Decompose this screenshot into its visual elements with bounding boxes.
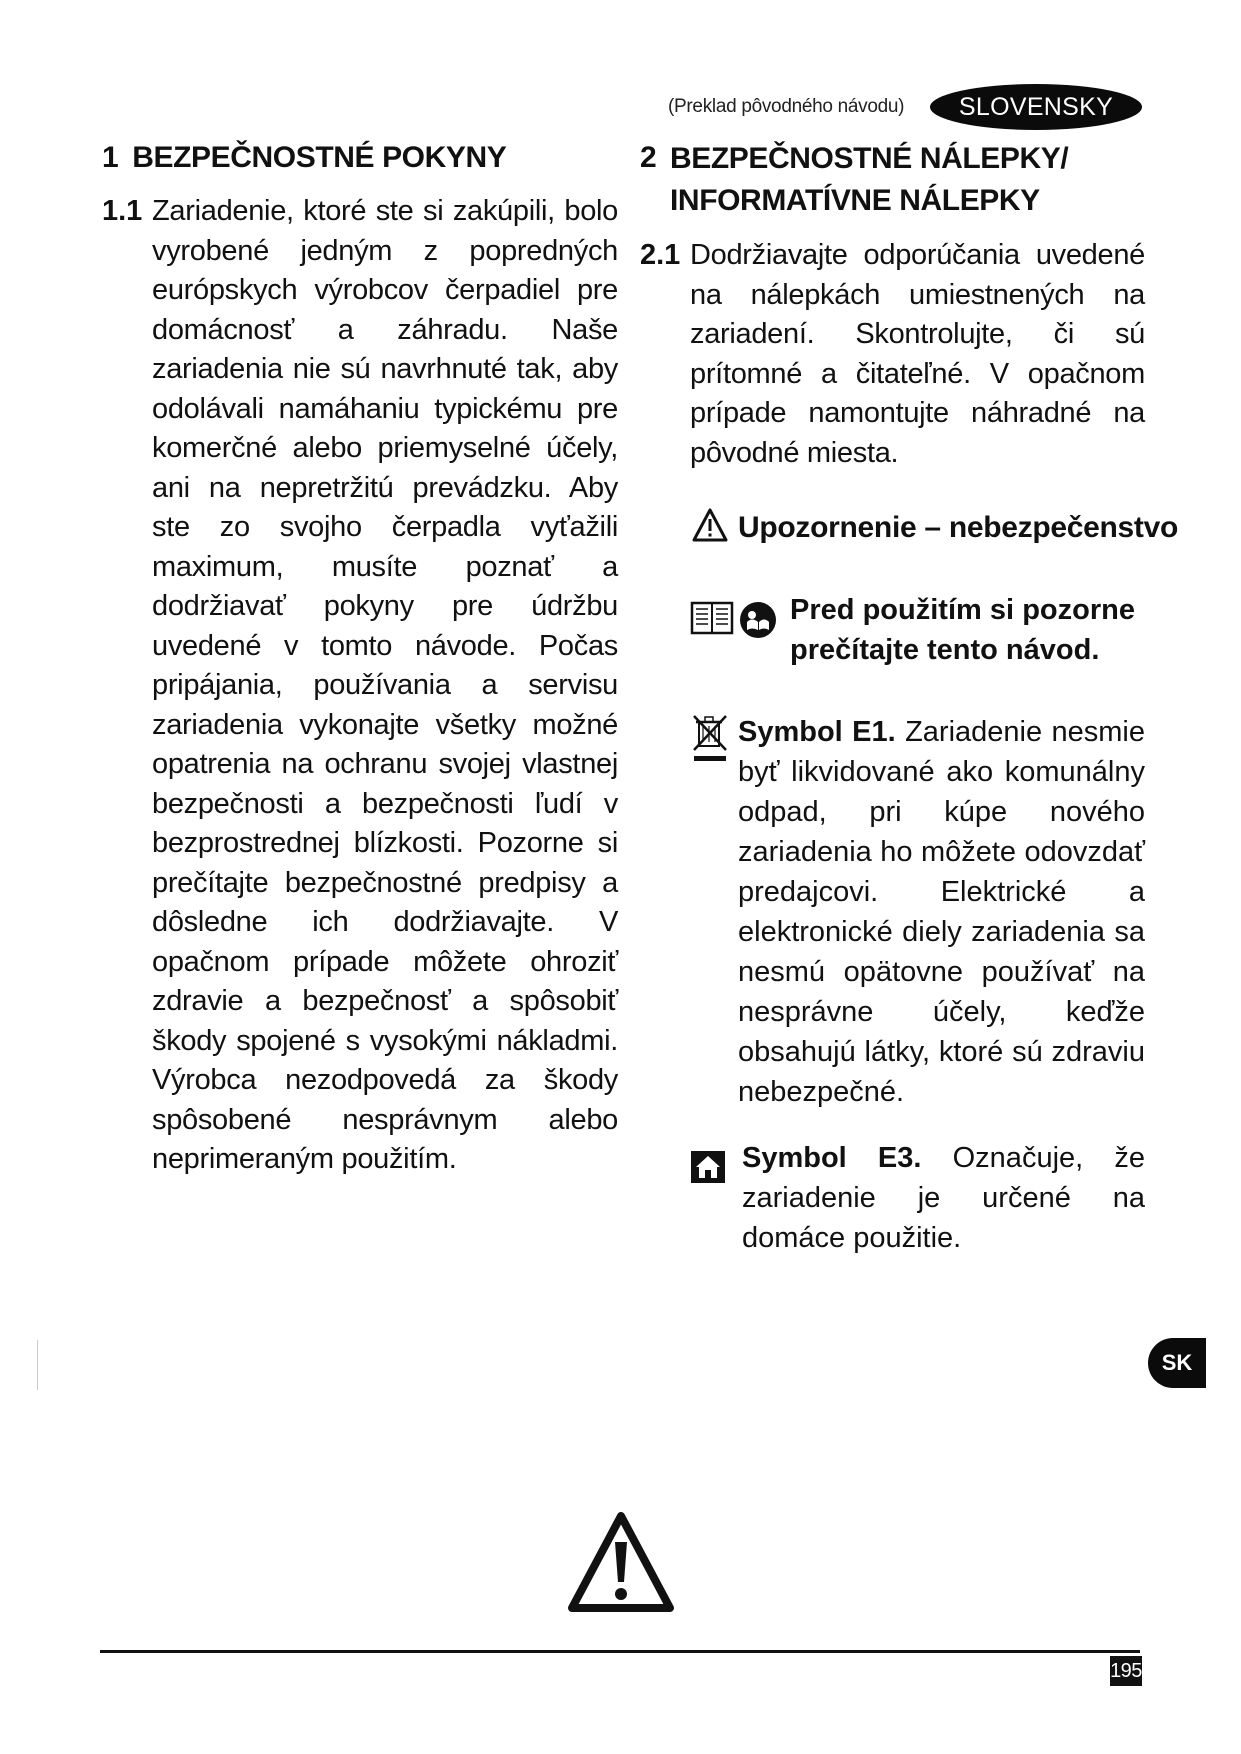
house-icon	[690, 1138, 742, 1258]
section1-heading	[102, 138, 622, 178]
warning-triangle-icon	[566, 1510, 676, 1619]
read-instructions-icon	[738, 600, 778, 645]
country-badge: SK	[1148, 1338, 1206, 1388]
read-manual-text: Pred použitím si pozorne prečítajte tento návod.	[790, 594, 1135, 666]
item-2-1-number: 2.1	[640, 239, 681, 271]
item-2-1	[640, 236, 1150, 473]
symbol-e3-description: Označuje, že zariadenie je určené na domáce použitie.	[742, 1142, 1145, 1254]
read-manual-icons	[690, 600, 790, 670]
margin-mark	[37, 1340, 38, 1390]
crossed-bin-icon	[690, 712, 738, 1112]
symbol-e3-intro	[690, 1138, 1145, 1258]
symbol-e1-label: Symbol E1.	[738, 716, 896, 748]
warning-triangle-icon	[692, 508, 728, 547]
item-1-1-number: 1.1	[102, 195, 143, 227]
symbol-e3-label: Symbol E3.	[742, 1142, 922, 1174]
section2-number: 2	[640, 141, 657, 174]
page-number: 195	[1110, 1656, 1142, 1686]
manual-book-icon	[690, 600, 734, 641]
warning-label: Upozornenie – nebezpečenstvo	[738, 510, 1179, 544]
symbol-e1-block	[690, 712, 1145, 1112]
symbol-e1-intro	[690, 712, 1145, 1112]
section1-number: 1	[102, 141, 119, 174]
language-badge: SLOVENSKY	[930, 84, 1142, 130]
section2-heading	[640, 138, 1150, 222]
section-safety-instructions	[102, 138, 622, 1180]
translation-note: (Preklad pôvodného návodu)	[668, 96, 905, 117]
item-2-1-text: Dodržiavajte odporúčania uvedené na nálepkách umiestnených na zariadení. Skontrolujte, či sú prítomné a čitateľné. V opačnom prípade namontujte náhradné na pôvodné miesta.	[690, 239, 1145, 469]
item-1-1-text: Zariadenie, ktoré ste si zakúpili, bolo vyrobené jedným z popredných európskych výrobcov čerpadiel pre domácnosť a záhradu. Naše zariadenia nie sú navrhnuté tak, aby odolávali namáhaniu typickému pre komerčné alebo priemyselné účely, ani na nepretržitú prevádzku. Aby ste zo svojho čerpadla vyťažili maximum, musíte poznať a dodržiavať pokyny pre údržbu uvedené v tomto návode. Počas pripájania, používania a servisu zariadenia vykonajte všetky možné opatrenia na ochranu svojej vlastnej bezpečnosti a bezpečnosti ľudí v bezprostrednej blízkosti. Pozorne si prečítajte bezpečnostné predpisy a dôsledne ich dodržiavajte. V opačnom prípade môžete ohroziť zdravie a bezpečnosť a spôsobiť škody spojené s vysokými nákladmi. Výrobca nezodpovedá za škody spôsobené nesprávnym alebo neprimeraným použitím.	[152, 195, 618, 1175]
symbol-e3-text-line	[742, 1138, 1145, 1258]
section1-title: BEZPEČNOSTNÉ POKYNY	[132, 141, 507, 174]
symbol-e1-text-line	[738, 712, 1145, 1112]
symbol-e3-block	[690, 1138, 1145, 1258]
footer-rule	[100, 1650, 1140, 1653]
section2-title: BEZPEČNOSTNÉ NÁLEPKY/ INFORMATÍVNE NÁLEPKY	[670, 142, 1069, 217]
symbol-e1-description: Zariadenie nesmie byť likvidované ako komunálny odpad, pri kúpe nového zariadenia ho môžete odovzdať predajcovi. Elektrické a elektronické diely zariadenia sa nesmú opätovne používať na nesprávne účely, keďže obsahujú látky, ktoré sú zdraviu nebezpečné.	[738, 716, 1145, 1108]
item-1-1	[102, 192, 622, 1180]
warning-row	[692, 508, 1178, 547]
section-safety-labels	[640, 138, 1150, 473]
read-manual-row	[690, 590, 1135, 670]
